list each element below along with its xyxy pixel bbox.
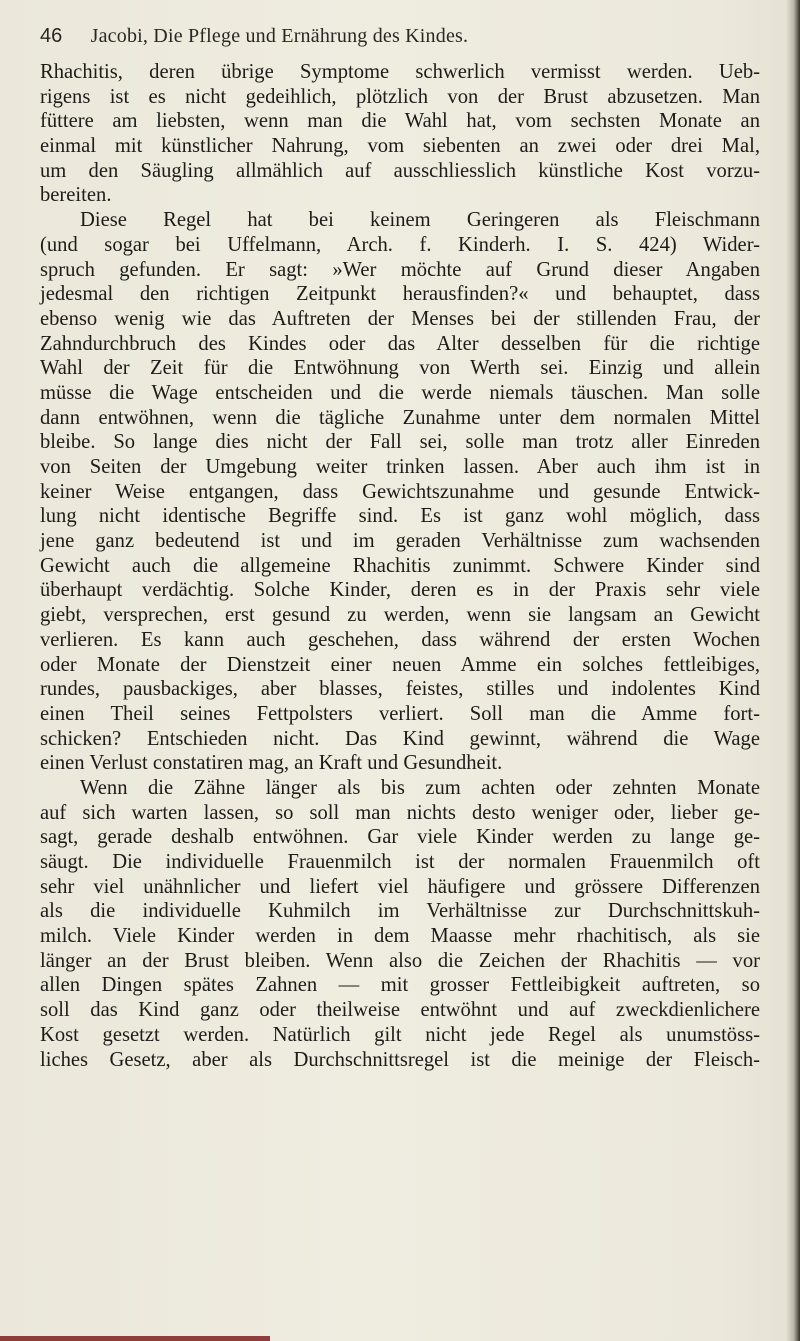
text-line: bereiten. (40, 184, 112, 207)
text-line: überhaupt verdächtig. Solche Kinder, deren es in der Praxis sehr viele (40, 579, 760, 602)
page-header (40, 20, 760, 50)
text-line: von Seiten der Umgebung weiter trinken lassen. Aber auch ihm ist in (40, 456, 760, 478)
page-bottom-edge (0, 1336, 270, 1341)
text-line: müsse die Wage entscheiden und die werde niemals täuschen. Man solle (40, 381, 760, 404)
text-line: jedesmal den richtigen Zeitpunkt herausfinden?« und behauptet, dass (40, 283, 760, 306)
text-line: auf sich warten lassen, so soll man nichts desto weniger oder, lieber ge- (40, 801, 760, 824)
page-edge-shadow (786, 0, 800, 1341)
text-line: soll das Kind ganz oder theilweise entwöhnt und auf zweckdienlichere (40, 999, 760, 1022)
text-line: verlieren. Es kann auch geschehen, dass während der ersten Wochen (40, 628, 760, 651)
text-line: Wahl der Zeit für die Entwöhnung von Werth sei. Einzig und allein (40, 357, 760, 380)
text-line: einen Verlust constatiren mag, an Kraft und Gesundheit. (40, 752, 503, 775)
text-line: dann entwöhnen, wenn die tägliche Zunahme unter dem normalen Mittel (40, 406, 760, 429)
paragraph (40, 60, 760, 208)
running-title: Jacobi, Die Pflege und Ernährung des Kindes. (90, 25, 469, 47)
text-line: keiner Weise entgangen, dass Gewichtszunahme und gesunde Entwick- (40, 480, 760, 503)
text-line: sehr viel unähnlicher und liefert viel häufigere und grössere Differenzen (40, 875, 760, 898)
text-line: säugt. Die individuelle Frauenmilch ist der normalen Frauenmilch oft (40, 851, 760, 873)
text-line: milch. Viele Kinder werden in dem Maasse mehr rhachitisch, als sie (40, 925, 760, 948)
text-line: rundes, pausbackiges, aber blasses, feistes, stilles und indolentes Kind (40, 678, 760, 701)
text-line: um den Säugling allmählich auf ausschliesslich künstliche Kost vorzu- (40, 159, 760, 182)
text-line: sagt, gerade deshalb entwöhnen. Gar viele Kinder werden zu lange ge- (40, 826, 760, 849)
text-line: Kost gesetzt werden. Natürlich gilt nicht jede Regel als unumstöss- (40, 1023, 760, 1046)
text-line: spruch gefunden. Er sagt: »Wer möchte auf Grund dieser Angaben (40, 258, 760, 281)
body-text (40, 60, 760, 1072)
text-line: oder Monate der Dienstzeit einer neuen Amme ein solches fettleibiges, (40, 653, 760, 676)
text-line: (und sogar bei Uffelmann, Arch. f. Kinderh. I. S. 424) Wider- (40, 233, 760, 256)
text-line: Gewicht auch die allgemeine Rhachitis zunimmt. Schwere Kinder sind (40, 554, 760, 577)
text-line: bleibe. So lange dies nicht der Fall sei, solle man trotz aller Einreden (40, 431, 760, 454)
text-line: einen Theil seines Fettpolsters verliert. Soll man die Amme fort- (40, 702, 760, 725)
text-line: Zahndurchbruch des Kindes oder das Alter desselben für die richtige (40, 332, 760, 355)
text-line: als die individuelle Kuhmilch im Verhältnisse zur Durchschnittskuh- (40, 900, 760, 923)
text-line: ebenso wenig wie das Auftreten der Menses bei der stillenden Frau, der (40, 307, 760, 330)
paragraph (40, 776, 760, 1072)
text-line: giebt, versprechen, erst gesund zu werden, wenn sie langsam an Gewicht (40, 604, 760, 627)
text-line: Wenn die Zähne länger als bis zum achten oder zehnten Monate (80, 776, 760, 799)
text-line: Diese Regel hat bei keinem Geringeren als Fleischmann (80, 209, 760, 232)
text-line: Rhachitis, deren übrige Symptome schwerlich vermisst werden. Ueb- (40, 61, 760, 83)
text-line: allen Dingen spätes Zahnen — mit grosser Fettleibigkeit auftreten, so (40, 974, 760, 997)
text-line: länger an der Brust bleiben. Wenn also die Zeichen der Rhachitis — vor (40, 949, 760, 972)
text-line: lung nicht identische Begriffe sind. Es ist ganz wohl möglich, dass (40, 505, 760, 528)
page-number: 46 (40, 25, 63, 47)
text-line: jene ganz bedeutend ist und im geraden Verhältnisse zum wachsenden (40, 530, 760, 553)
text-line: liches Gesetz, aber als Durchschnittsregel ist die meinige der Fleisch- (40, 1048, 760, 1071)
text-line: füttere am liebsten, wenn man die Wahl hat, vom sechsten Monate an (40, 110, 760, 133)
text-line: rigens ist es nicht gedeihlich, plötzlich von der Brust abzusetzen. Man (40, 85, 760, 108)
text-line: einmal mit künstlicher Nahrung, vom siebenten an zwei oder drei Mal, (40, 135, 760, 158)
text-line: schicken? Entschieden nicht. Das Kind gewinnt, während die Wage (40, 727, 760, 750)
paragraph (40, 208, 760, 776)
